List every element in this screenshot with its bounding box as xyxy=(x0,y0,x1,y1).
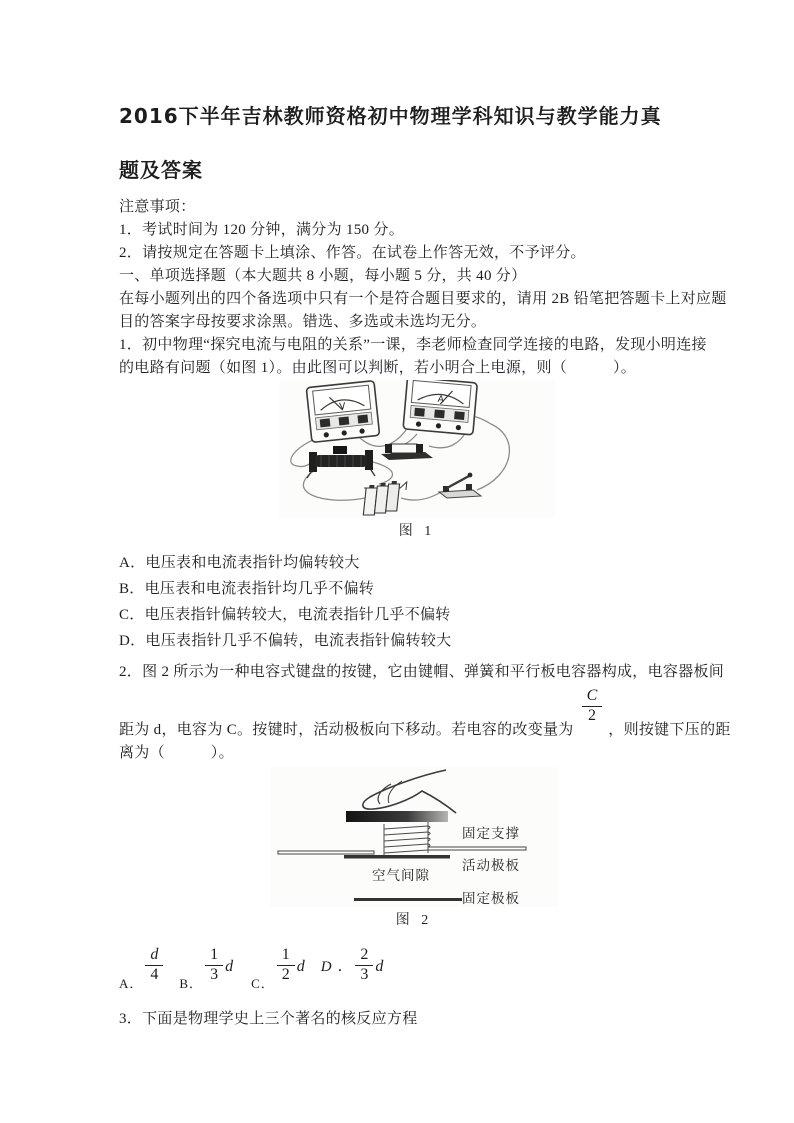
option-a-numerator: d xyxy=(145,947,163,966)
keycap xyxy=(346,811,448,822)
question2-option-b-suffix: d xyxy=(225,958,234,975)
circuit-illustration xyxy=(279,380,555,518)
question2-option-d-suffix: d xyxy=(375,958,384,975)
notice-item-2: 2．请按规定在答题卡上填涂、作答。在试卷上作答无效，不予评分。 xyxy=(119,245,586,261)
section-intro-line-1: 在每小题列出的四个备选项中只有一个是符合题目要求的，请用 2B 铅笔把答题卡上对应题 xyxy=(119,291,727,307)
ammeter xyxy=(403,380,477,435)
question2-line2-after: ，则按键下压的距 xyxy=(608,722,731,738)
page-title xyxy=(119,103,694,184)
question2-option-d-label: D ． xyxy=(320,959,354,975)
question2-option-c-suffix: d xyxy=(296,958,305,975)
question2-option-b-label: B． xyxy=(179,976,204,991)
question2-text-line-2 xyxy=(119,684,731,742)
title-line-2: 题及答案 xyxy=(119,158,203,182)
question2-option-a-label: A． xyxy=(119,976,144,991)
voltmeter xyxy=(306,381,379,443)
option-b-numerator: 1 xyxy=(205,947,223,966)
question1-option-a: A．电压表和电流表指针均偏转较大 xyxy=(119,555,360,571)
option-b-denominator: 3 xyxy=(210,966,219,984)
ammeter-label: A xyxy=(437,394,445,406)
option-a-denominator: 4 xyxy=(150,966,159,984)
label-fixed-support: 固定支撑 xyxy=(462,826,520,841)
label-fixed-plate: 固定极板 xyxy=(462,891,520,906)
question1-text-line-1: 1．初中物理“探究电流与电阻的关系”一课，李老师检查同学连接的电路，发现小明连接 xyxy=(119,337,707,353)
question1-option-c: C．电压表指针偏转较大，电流表指针几乎不偏转 xyxy=(119,607,451,623)
option-c-numerator: 1 xyxy=(277,947,295,966)
key-illustration xyxy=(270,767,558,907)
fixed-plate xyxy=(354,898,462,901)
section-intro-line-2: 目的答案字母按要求涂黑。错选、多选或未选均无分。 xyxy=(119,314,487,330)
fraction-denominator: 2 xyxy=(587,707,596,725)
voltmeter-label: V xyxy=(338,401,347,413)
movable-plate xyxy=(344,855,450,859)
question1-option-d: D．电压表指针几乎不偏转，电流表指针偏转较大 xyxy=(119,633,452,649)
figure-2-caption: 图 2 xyxy=(395,913,433,928)
question1-text-line-2: 的电路有问题（如图 1）。由此图可以判断，若小明合上电源，则（ ）。 xyxy=(119,360,637,376)
question2-options-row xyxy=(119,936,694,992)
question2-line2-before: 距为 d，电容为 C。按键时，活动极板向下移动。若电容的改变量为 xyxy=(119,722,574,738)
question2-option-d-fraction xyxy=(355,947,373,984)
question3-text: 3．下面是物理学史上三个著名的核反应方程 xyxy=(119,1011,418,1027)
fraction-numerator: C xyxy=(582,688,603,707)
capacitance-fraction xyxy=(582,688,603,725)
figure-1-circuit-photo xyxy=(279,380,555,541)
option-d-numerator: 2 xyxy=(355,947,373,966)
question2-option-a-fraction xyxy=(145,947,163,984)
option-c-denominator: 2 xyxy=(281,966,290,984)
figure-2-key-diagram xyxy=(270,767,558,930)
notice-item-1: 1．考试时间为 120 分钟，满分为 150 分。 xyxy=(119,222,405,238)
notice-heading: 注意事项： xyxy=(119,199,196,215)
question2-option-c-fraction xyxy=(277,947,295,984)
option-d-denominator: 3 xyxy=(360,966,369,984)
question2-text-line-1: 2．图 2 所示为一种电容式键盘的按键，它由键帽、弹簧和平行板电容器构成，电容器板间 xyxy=(119,664,725,680)
question2-option-c-label: C． xyxy=(251,976,275,991)
question2-option-b-fraction xyxy=(205,947,223,984)
question2-text-line-3: 离为（ ）。 xyxy=(119,745,234,761)
figure-1-caption: 图 1 xyxy=(398,524,436,539)
question1-option-b: B．电压表和电流表指针均几乎不偏转 xyxy=(119,581,375,597)
title-line-1: 2016下半年吉林教师资格初中物理学科知识与教学能力真 xyxy=(119,104,662,128)
label-movable-plate: 活动极板 xyxy=(462,858,520,873)
section-heading: 一、单项选择题（本大题共 8 小题，每小题 5 分，共 40 分） xyxy=(119,268,527,284)
label-air-gap: 空气间隙 xyxy=(372,868,430,883)
